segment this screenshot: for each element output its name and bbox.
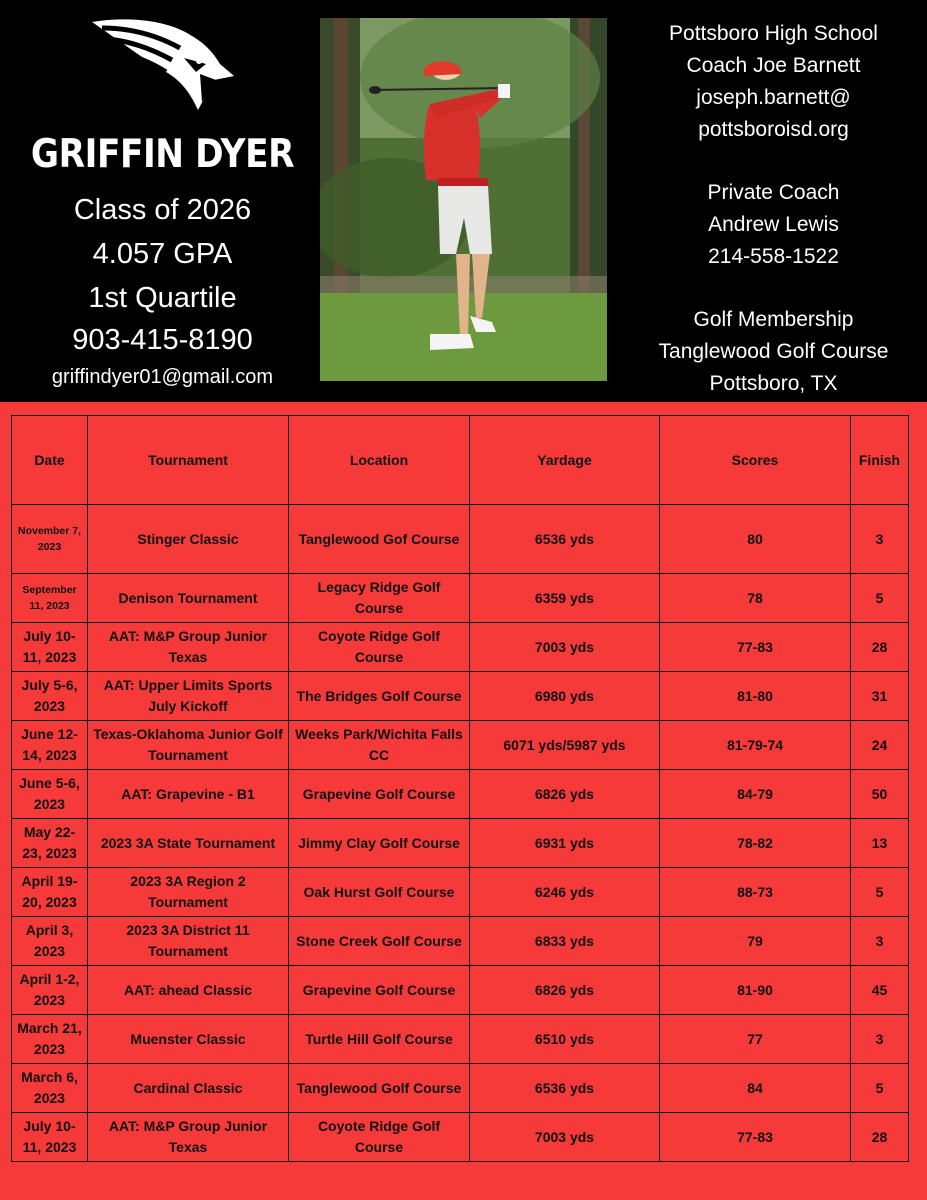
table-row (12, 623, 909, 672)
coach-email-line2: pottsboroisd.org (698, 118, 849, 141)
athlete-name: GRIFFIN DYER (30, 132, 295, 177)
location-cell: Stone Creek Golf Course (289, 917, 470, 966)
private-coach-name: Andrew Lewis (708, 213, 839, 236)
location-cell: Coyote Ridge Golf Course (289, 623, 470, 672)
table-row (12, 868, 909, 917)
yardage-cell: 6510 yds (470, 1015, 660, 1064)
date-cell: November 7, 2023 (12, 505, 88, 574)
yardage-cell: 6071 yds/5987 yds (470, 721, 660, 770)
location-cell: Tanglewood Golf Course (289, 1064, 470, 1113)
location-cell: Jimmy Clay Golf Course (289, 819, 470, 868)
yardage-cell: 6826 yds (470, 770, 660, 819)
finish-cell: 50 (851, 770, 909, 819)
scores-cell: 84 (660, 1064, 851, 1113)
finish-cell: 31 (851, 672, 909, 721)
table-row (12, 770, 909, 819)
scores-cell: 80 (660, 505, 851, 574)
location-cell: Turtle Hill Golf Course (289, 1015, 470, 1064)
yardage-cell: 6826 yds (470, 966, 660, 1015)
yardage-cell: 6536 yds (470, 505, 660, 574)
date-cell: March 21, 2023 (12, 1015, 88, 1064)
yardage-cell: 7003 yds (470, 623, 660, 672)
date-cell: June 12-14, 2023 (12, 721, 88, 770)
finish-cell: 45 (851, 966, 909, 1015)
location-cell: Weeks Park/Wichita Falls CC (289, 721, 470, 770)
tournament-cell: AAT: ahead Classic (88, 966, 289, 1015)
table-row (12, 721, 909, 770)
spacer (620, 146, 927, 177)
yardage-cell: 7003 yds (470, 1113, 660, 1162)
date-cell: July 10-11, 2023 (12, 623, 88, 672)
location-cell: Grapevine Golf Course (289, 770, 470, 819)
yardage-cell: 6833 yds (470, 917, 660, 966)
athlete-phone: 903-415-8190 (72, 324, 253, 356)
header-date: Date (12, 416, 88, 505)
scores-cell: 77-83 (660, 1113, 851, 1162)
tournament-cell: Stinger Classic (88, 505, 289, 574)
table-row (12, 1015, 909, 1064)
date-cell: April 19-20, 2023 (12, 868, 88, 917)
yardage-cell: 6980 yds (470, 672, 660, 721)
finish-cell: 28 (851, 623, 909, 672)
tournament-cell: AAT: M&P Group Junior Texas (88, 623, 289, 672)
table-row (12, 1064, 909, 1113)
tournament-cell: AAT: M&P Group Junior Texas (88, 1113, 289, 1162)
class-rank: 1st Quartile (88, 282, 237, 314)
scores-cell: 81-79-74 (660, 721, 851, 770)
tournament-cell: 2023 3A State Tournament (88, 819, 289, 868)
finish-cell: 5 (851, 1064, 909, 1113)
finish-cell: 28 (851, 1113, 909, 1162)
date-cell: May 22-23, 2023 (12, 819, 88, 868)
table-row (12, 672, 909, 721)
tournament-cell: Denison Tournament (88, 574, 289, 623)
class-year: Class of 2026 (73, 194, 252, 226)
date-cell: June 5-6, 2023 (12, 770, 88, 819)
tournament-cell: Texas-Oklahoma Junior Golf Tournament (88, 721, 289, 770)
private-coach-label: Private Coach (707, 181, 840, 204)
scores-cell: 77-83 (660, 623, 851, 672)
scores-cell: 81-90 (660, 966, 851, 1015)
scores-cell: 78-82 (660, 819, 851, 868)
school-name: Pottsboro High School (669, 22, 878, 45)
location-cell: Legacy Ridge Golf Course (289, 574, 470, 623)
yardage-cell: 6536 yds (470, 1064, 660, 1113)
private-coach-phone: 214-558-1522 (708, 245, 839, 268)
tournament-cell: 2023 3A District 11 Tournament (88, 917, 289, 966)
location-cell: Tanglewood Gof Course (289, 505, 470, 574)
membership-label: Golf Membership (693, 308, 854, 331)
scores-cell: 88-73 (660, 868, 851, 917)
gpa: 4.057 GPA (92, 238, 233, 270)
golfer-photo (320, 18, 607, 381)
table-row (12, 505, 909, 574)
location-cell: The Bridges Golf Course (289, 672, 470, 721)
header-location: Location (289, 416, 470, 505)
table-row (12, 966, 909, 1015)
header-tournament: Tournament (88, 416, 289, 505)
table-row (12, 917, 909, 966)
membership-city: Pottsboro, TX (709, 372, 838, 395)
yardage-cell: 6246 yds (470, 868, 660, 917)
finish-cell: 3 (851, 917, 909, 966)
table-row (12, 1113, 909, 1162)
finish-cell: 24 (851, 721, 909, 770)
athlete-email: griffindyer01@gmail.com (51, 366, 274, 388)
finish-cell: 5 (851, 574, 909, 623)
contacts-block (620, 18, 927, 400)
finish-cell: 3 (851, 1015, 909, 1064)
scores-cell: 79 (660, 917, 851, 966)
date-cell: July 10-11, 2023 (12, 1113, 88, 1162)
finish-cell: 5 (851, 868, 909, 917)
date-cell: September 11, 2023 (12, 574, 88, 623)
athlete-info (0, 0, 325, 402)
date-cell: April 3, 2023 (12, 917, 88, 966)
header-scores: Scores (660, 416, 851, 505)
table-row (12, 819, 909, 868)
tournament-cell: 2023 3A Region 2 Tournament (88, 868, 289, 917)
membership-course: Tanglewood Golf Course (658, 340, 889, 363)
tournament-cell: Muenster Classic (88, 1015, 289, 1064)
golfer-illustration (320, 18, 607, 381)
location-cell: Coyote Ridge Golf Course (289, 1113, 470, 1162)
tournament-cell: AAT: Grapevine - B1 (88, 770, 289, 819)
scores-cell: 77 (660, 1015, 851, 1064)
header-finish: Finish (851, 416, 909, 505)
coach-email-line1: joseph.barnett@ (696, 86, 851, 109)
scores-cell: 81-80 (660, 672, 851, 721)
results-section (0, 402, 927, 1200)
tournament-cell: Cardinal Classic (88, 1064, 289, 1113)
scores-cell: 78 (660, 574, 851, 623)
header-yardage: Yardage (470, 416, 660, 505)
spacer (620, 273, 927, 304)
table-header-row (12, 416, 909, 505)
scores-cell: 84-79 (660, 770, 851, 819)
date-cell: March 6, 2023 (12, 1064, 88, 1113)
finish-cell: 3 (851, 505, 909, 574)
location-cell: Oak Hurst Golf Course (289, 868, 470, 917)
tournament-results-table (11, 415, 909, 1162)
date-cell: April 1-2, 2023 (12, 966, 88, 1015)
table-body (12, 505, 909, 1162)
table-row (12, 574, 909, 623)
date-cell: July 5-6, 2023 (12, 672, 88, 721)
yardage-cell: 6359 yds (470, 574, 660, 623)
location-cell: Grapevine Golf Course (289, 966, 470, 1015)
tournament-cell: AAT: Upper Limits Sports July Kickoff (88, 672, 289, 721)
finish-cell: 13 (851, 819, 909, 868)
profile-header (0, 0, 927, 402)
cardinal-head-icon (88, 14, 238, 116)
coach-name: Coach Joe Barnett (686, 54, 861, 77)
yardage-cell: 6931 yds (470, 819, 660, 868)
